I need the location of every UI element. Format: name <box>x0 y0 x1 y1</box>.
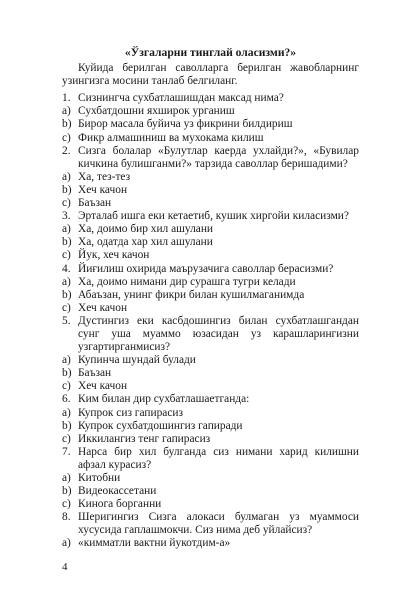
answer-option <box>62 289 359 302</box>
option-text: Ха, доимо нимани дир сурашга тугри келади <box>78 275 296 288</box>
option-letter: b) <box>62 419 72 432</box>
option-letter: c) <box>62 432 71 445</box>
option-text: Ха, одатда хар хил ашулани <box>78 236 213 249</box>
answer-option <box>62 537 359 550</box>
question-item <box>62 446 359 472</box>
answer-option <box>62 105 359 118</box>
answer-option <box>62 420 359 433</box>
question-number: 8. <box>62 511 71 524</box>
question-number: 2. <box>62 144 71 157</box>
answer-option <box>62 380 359 393</box>
question-item <box>62 263 359 276</box>
answer-option <box>62 354 359 367</box>
option-text: Хеч качон <box>78 380 128 393</box>
question-item <box>62 511 359 537</box>
option-letter: a) <box>62 537 71 550</box>
question-text: Йиғилиш охирида маърузачига саволлар берасизми? <box>78 262 334 275</box>
option-text: Китобни <box>78 472 121 484</box>
answer-option <box>62 302 359 315</box>
option-text: Видеокассетани <box>78 485 157 498</box>
option-letter: a) <box>62 223 71 236</box>
option-text: Бирор масала буйича уз фикрини билдириш <box>78 118 293 131</box>
option-letter: a) <box>62 406 71 419</box>
question-text: Дустингиз еки касбдошингиз билан сухбатлашгандан сунг уша муаммо юзасидан уз карашларингизни узгартирганмисиз? <box>78 314 359 354</box>
option-letter: c) <box>62 301 71 314</box>
option-letter: a) <box>62 354 71 367</box>
question-text: Нарса бир хил булганда сиз нимани харид килишни афзал курасиз? <box>78 445 359 471</box>
answer-option <box>62 197 359 210</box>
answer-option <box>62 132 359 145</box>
option-letter: c) <box>62 131 71 144</box>
option-letter: c) <box>62 380 71 393</box>
option-letter: b) <box>62 118 72 131</box>
option-letter: b) <box>62 485 72 498</box>
answer-option <box>62 472 359 485</box>
question-text: Ким билан дир сухбатлашаетганда: <box>78 393 250 406</box>
option-text: Йук, хеч качон <box>78 249 150 262</box>
question-number: 7. <box>62 445 71 458</box>
question-item <box>62 92 359 105</box>
option-letter: a) <box>62 472 71 484</box>
answer-option <box>62 184 359 197</box>
question-item <box>62 145 359 171</box>
option-letter: a) <box>62 170 71 183</box>
option-text: «кимматли вактни йукотдим-а» <box>78 537 231 550</box>
option-letter: b) <box>62 183 72 196</box>
option-letter: a) <box>62 105 71 118</box>
option-text: Ха, доимо бир хил ашулани <box>78 223 214 236</box>
option-letter: c) <box>62 197 71 210</box>
question-number: 3. <box>62 210 71 223</box>
question-item <box>62 315 359 354</box>
option-text: Хеч качон <box>78 301 128 314</box>
answer-option <box>62 276 359 289</box>
answer-option <box>62 223 359 236</box>
answer-option <box>62 407 359 420</box>
option-letter: b) <box>62 236 72 249</box>
answer-option <box>62 498 359 511</box>
option-text: Купинча шундай булади <box>78 354 196 367</box>
option-text: Купрок сухбатдошингиз гапиради <box>78 419 243 432</box>
option-text: Сухбатдошни яхширок урганиш <box>78 105 235 118</box>
question-number: 1. <box>62 92 71 105</box>
question-item <box>62 393 359 406</box>
option-letter: a) <box>62 275 71 288</box>
question-text: Эрталаб ишга еки кетаетиб, кушик хиргойи киласизми? <box>78 210 349 223</box>
question-text: Сизга болалар «Булутлар каерда ухлайди?», «Бувилар кичкина булишганми?» тарзида саволлар беришадими? <box>78 144 359 170</box>
option-text: Ха, тез-тез <box>78 170 131 183</box>
option-text: Купрок сиз гапирасиз <box>78 406 183 419</box>
answer-option <box>62 118 359 131</box>
page-number: 4 <box>62 561 68 573</box>
option-letter: b) <box>62 288 72 301</box>
question-number: 4. <box>62 262 71 275</box>
option-text: Иккилангиз тенг гапирасиз <box>78 432 211 445</box>
option-letter: b) <box>62 367 72 380</box>
option-text: Кинога борганни <box>78 498 162 511</box>
answer-option <box>62 171 359 184</box>
question-item <box>62 210 359 223</box>
option-letter: c) <box>62 249 71 262</box>
option-text: Баъзан <box>78 197 112 210</box>
page-title: «Ўзгаларни тинглай оласизми?» <box>124 46 297 59</box>
answer-option <box>62 236 359 249</box>
question-number: 5. <box>62 314 71 327</box>
question-text: Шеригингиз Сизга алокаси булмаган уз муаммоси хусусида гаплашмокчи. Сиз нима деб уйлайсиз? <box>78 511 359 537</box>
option-letter: c) <box>62 498 71 511</box>
question-list <box>62 92 359 550</box>
question-number: 6. <box>62 393 71 406</box>
option-text: Хеч качон <box>78 183 128 196</box>
option-text: Фикр алмашиниш ва мухокама килиш <box>78 131 264 144</box>
intro-paragraph: Куйида берилган саволларга берилган жавобларнинг узингизга мосини танлаб белгиланг. <box>62 62 359 88</box>
option-text: Абаъзан, унинг фикри билан кушилмаганимда <box>78 288 305 301</box>
option-text: Баъзан <box>78 367 112 380</box>
answer-option <box>62 249 359 262</box>
answer-option <box>62 485 359 498</box>
question-text: Сизнингча сухбатлашишдан максад нима? <box>78 92 284 105</box>
answer-option <box>62 367 359 380</box>
page-content <box>62 46 359 551</box>
answer-option <box>62 433 359 446</box>
